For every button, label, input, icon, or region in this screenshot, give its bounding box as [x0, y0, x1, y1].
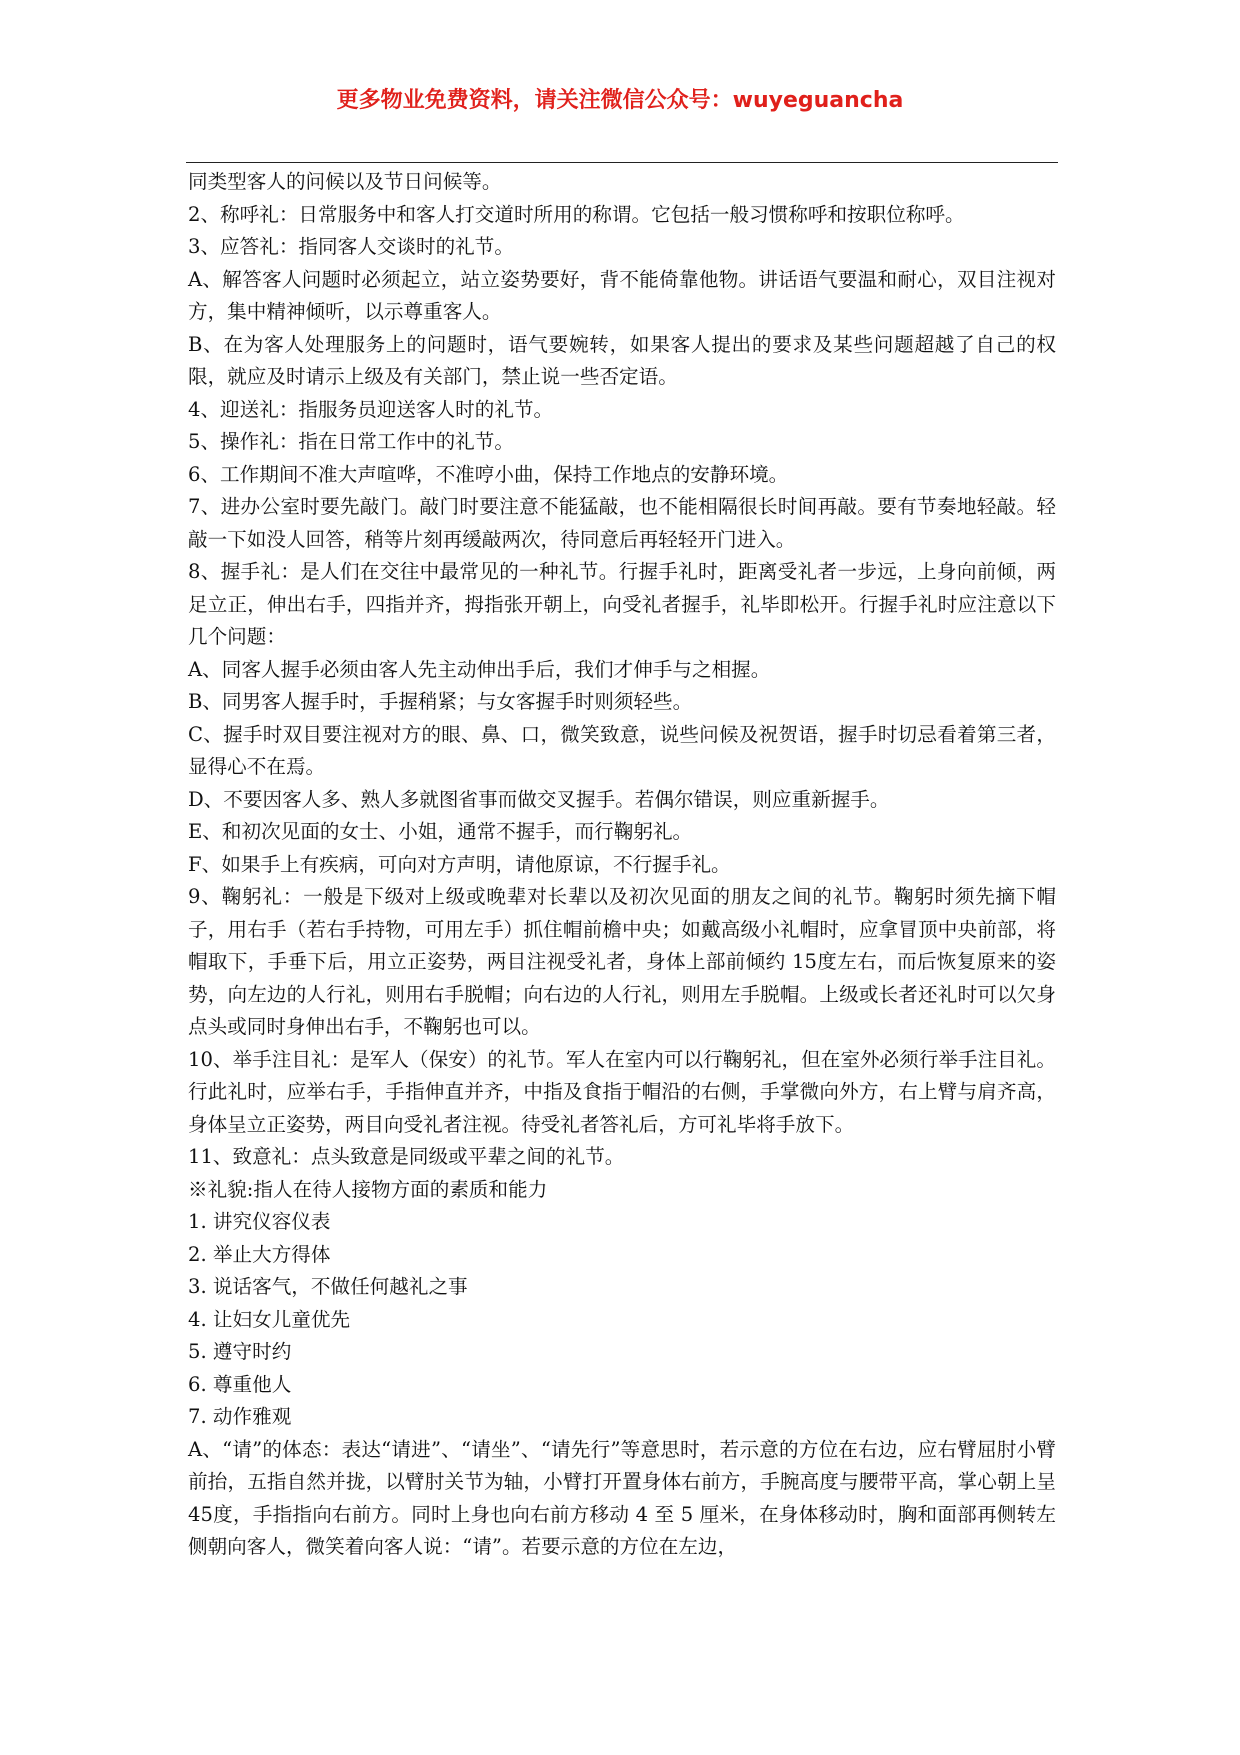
paragraph: E、和初次见面的女士、小姐，通常不握手，而行鞠躬礼。	[188, 820, 693, 843]
list-item: 1. 讲究仪容仪表	[188, 1210, 331, 1233]
paragraph: F、如果手上有疾病，可向对方声明，请他原谅，不行握手礼。	[188, 852, 731, 876]
paragraph: 同类型客人的问候以及节日问候等。	[188, 170, 502, 193]
paragraph: 9、鞠躬礼：一般是下级对上级或晚辈对长辈以及初次见面的朋友之间的礼节。鞠躬时须先摘下帽子，用右手（若右手持物，可用左手）抓住帽前檐中央；如戴高级小礼帽时，应拿冒顶中央前部，将帽取下，手垂下后，用立正姿势，两目注视受礼者，身体上部前倾约 15度左右，而后恢复原来的姿势，向左边的人行礼，则用右手脱帽；向右边的人行礼，则用左手脱帽。上级或长者还礼时可以欠身点头或同时身伸出右手，不鞠躬也可以。	[188, 885, 1056, 1038]
list-item: 4. 让妇女儿童优先	[188, 1307, 351, 1331]
list-item: 2. 举止大方得体	[188, 1242, 331, 1266]
paragraph: 11、致意礼：点头致意是同级或平辈之间的礼节。	[188, 1145, 625, 1168]
paragraph: 5、操作礼：指在日常工作中的礼节。	[188, 430, 514, 453]
paragraph: B、同男客人握手时，手握稍紧；与女客握手时则须轻些。	[188, 690, 693, 713]
paragraph: 8、握手礼：是人们在交往中最常见的一种礼节。行握手礼时，距离受礼者一步远，上身向前倾，两足立正，伸出右手，四指并齐，拇指张开朝上，向受礼者握手，礼毕即松开。行握手礼时应注意以下几个问题：	[188, 560, 1056, 648]
list-item: 6. 尊重他人	[188, 1372, 292, 1396]
paragraph: B、在为客人处理服务上的问题时，语气要婉转，如果客人提出的要求及某些问题超越了自己的权限，就应及时请示上级及有关部门，禁止说一些否定语。	[188, 332, 1056, 388]
paragraph: A、“请”的体态：表达“请进”、“请坐”、“请先行”等意思时，若示意的方位在右边，应右臂屈肘小臂前抬，五指自然并拢，以臂肘关节为轴，小臂打开置身体右前方，手腕高度与腰带平高，掌心朝上呈 45度，手指指向右前方。同时上身也向右前方移动 4 至 5 厘米，在身体移动时，胸和面部再侧转左侧朝向客人，微笑着向客人说：“请”。若要示意的方位在左边，	[188, 1437, 1056, 1558]
paragraph: C、握手时双目要注视对方的眼、鼻、口，微笑致意，说些问候及祝贺语，握手时切忌看着第三者，显得心不在焉。	[188, 722, 1056, 778]
paragraph: A、同客人握手必须由客人先主动伸出手后，我们才伸手与之相握。	[188, 657, 771, 681]
paragraph: 2、称呼礼：日常服务中和客人打交道时所用的称谓。它包括一般习惯称呼和按职位称呼。	[188, 202, 965, 226]
paragraph: D、不要因客人多、熟人多就图省事而做交叉握手。若偶尔错误，则应重新握手。	[188, 787, 890, 811]
paragraph: 4、迎送礼：指服务员迎送客人时的礼节。	[188, 397, 554, 421]
paragraph: ※礼貌:指人在待人接物方面的素质和能力	[188, 1177, 548, 1201]
paragraph: 10、举手注目礼：是军人（保安）的礼节。军人在室内可以行鞠躬礼，但在室外必须行举手注目礼。行此礼时，应举右手，手指伸直并齐，中指及食指于帽沿的右侧，手掌微向外方，右上臂与肩齐高，身体呈立正姿势，两目向受礼者注视。待受礼者答礼后，方可礼毕将手放下。	[188, 1047, 1056, 1136]
paragraph: 7、进办公室时要先敲门。敲门时要注意不能猛敲，也不能相隔很长时间再敲。要有节奏地轻敲。轻敲一下如没人回答，稍等片刻再缓敲两次，待同意后再轻轻开门进入。	[188, 495, 1056, 551]
list-item: 5. 遵守时约	[188, 1340, 292, 1363]
page-header-banner: 更多物业免费资料，请关注微信公众号：wuyeguancha	[336, 88, 904, 113]
paragraph: 3、应答礼：指同客人交谈时的礼节。	[188, 235, 514, 258]
document-body	[188, 166, 1056, 1564]
list-item: 3. 说话客气，不做任何越礼之事	[188, 1275, 468, 1298]
paragraph: 6、工作期间不准大声喧哗，不准哼小曲，保持工作地点的安静环境。	[188, 462, 789, 486]
paragraph: A、解答客人问题时必须起立，站立姿势要好，背不能倚靠他物。讲话语气要温和耐心，双目注视对方，集中精神倾听，以示尊重客人。	[188, 267, 1056, 323]
list-item: 7. 动作雅观	[188, 1405, 292, 1428]
header-divider	[186, 162, 1058, 163]
